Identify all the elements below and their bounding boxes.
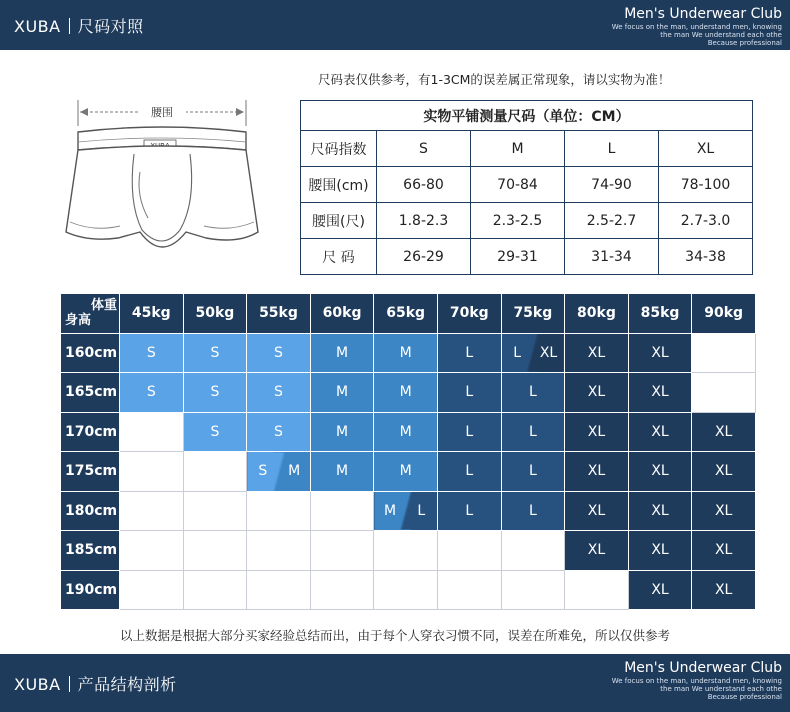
matrix-empty-cell [310,531,374,571]
matrix-size-cell: XL [565,491,629,531]
matrix-size-cell: XL [692,570,756,610]
matrix-empty-cell [120,491,184,531]
club-title: Men's Underwear Club [624,6,782,22]
matrix-row [61,531,756,571]
matrix-empty-cell [120,412,184,452]
matrix-row [61,570,756,610]
matrix-size-cell: XL [628,491,692,531]
matrix-size-cell: M [310,452,374,492]
size-table-header: XL [659,131,753,167]
matrix-size-cell: L [437,333,501,373]
matrix-split-cell [374,491,438,531]
size-table-cell: 74-90 [565,167,659,203]
size-label: M [383,502,397,519]
size-table-header-row [301,131,753,167]
matrix-size-cell: XL [628,452,692,492]
matrix-size-cell: S [183,333,247,373]
size-table-cell: 31-34 [565,239,659,275]
matrix-size-cell: XL [628,373,692,413]
matrix-size-cell: L [437,452,501,492]
matrix-split-cell [247,452,311,492]
matrix-size-cell: L [501,412,565,452]
size-table-cell: 腰围(cm) [301,167,377,203]
brand-name: XUBA [14,17,61,36]
size-table-cell: 尺 码 [301,239,377,275]
matrix-empty-cell [247,570,311,610]
weight-header: 50kg [183,294,247,334]
brand-title [14,14,144,37]
height-label: 170cm [61,412,120,452]
matrix-size-cell: M [374,373,438,413]
section-title: 尺码对照 [77,17,144,36]
matrix-size-cell: M [310,412,374,452]
matrix-size-cell: S [183,373,247,413]
footer-brand-name: XUBA [14,675,61,694]
matrix-empty-cell [374,570,438,610]
matrix-size-cell: M [374,412,438,452]
matrix-empty-cell [183,531,247,571]
size-label: L [417,502,426,519]
matrix-size-cell: S [247,373,311,413]
matrix-empty-cell [183,491,247,531]
footer-club-tagline-3: Because professional [707,693,782,701]
size-table-cell: 2.7-3.0 [659,203,753,239]
matrix-empty-cell [247,531,311,571]
matrix-size-cell: XL [628,412,692,452]
matrix-size-cell: L [437,373,501,413]
matrix-empty-cell [247,491,311,531]
size-table-caption: 实物平铺测量尺码（单位：CM） [301,101,753,131]
weight-header: 85kg [628,294,692,334]
matrix-corner [61,294,120,334]
matrix-size-cell: XL [565,531,629,571]
matrix-size-cell: L [501,373,565,413]
waist-label: 腰围 [151,106,173,119]
matrix-size-cell: L [501,491,565,531]
matrix-split-cell [501,333,565,373]
height-label: 180cm [61,491,120,531]
size-table-header: 尺码指数 [301,131,377,167]
height-label: 175cm [61,452,120,492]
matrix-size-cell: XL [692,412,756,452]
size-table-cell: 34-38 [659,239,753,275]
size-label: M [288,463,301,480]
matrix-empty-cell [120,570,184,610]
matrix-empty-cell [501,531,565,571]
matrix-empty-cell [183,570,247,610]
club-tagline-2: the man We understand each othe [660,31,782,39]
matrix-size-cell: M [310,333,374,373]
brand-separator [69,18,70,34]
matrix-empty-cell [565,570,629,610]
height-label: 185cm [61,531,120,571]
club-tagline-1: We focus on the man, understand men, knowing [611,23,782,31]
club-block [542,6,782,47]
height-weight-matrix [60,293,756,610]
height-label: 190cm [61,570,120,610]
weight-header: 90kg [692,294,756,334]
matrix-empty-cell [310,491,374,531]
matrix-size-cell: XL [628,333,692,373]
size-label: L [513,344,522,361]
matrix-empty-cell [120,531,184,571]
matrix-empty-cell [437,570,501,610]
size-table-row [301,167,753,203]
corner-height-label: 身高 [65,313,92,329]
footer-club-tagline-1: We focus on the man, understand men, knowing [611,677,782,685]
size-table-row [301,203,753,239]
matrix-empty-cell [374,531,438,571]
matrix-empty-cell [437,531,501,571]
footer-brand-title [14,672,177,695]
size-table-cell: 2.5-2.7 [565,203,659,239]
size-table-cell: 29-31 [471,239,565,275]
size-table-cell: 1.8-2.3 [377,203,471,239]
matrix-header-row [61,294,756,334]
weight-header: 75kg [501,294,565,334]
matrix-row [61,333,756,373]
disclaimer-bottom: 以上数据是根据大部分买家经验总结而出，由于每个人穿衣习惯不同，误差在所难免，所以仅供参考 [119,628,670,643]
matrix-size-cell: M [374,333,438,373]
matrix-size-cell: S [247,333,311,373]
matrix-size-cell: L [437,412,501,452]
footer-section-title: 产品结构剖析 [77,675,177,694]
size-table-cell: 78-100 [659,167,753,203]
size-table-header: S [377,131,471,167]
matrix-empty-cell [692,333,756,373]
matrix-size-cell: S [247,412,311,452]
top-banner [0,0,790,50]
footer-brand-separator [69,676,70,692]
club-tagline-3: Because professional [707,39,782,47]
matrix-size-cell: M [374,452,438,492]
matrix-size-cell: XL [692,531,756,571]
matrix-size-cell: S [183,412,247,452]
footer-club-block [542,660,782,701]
weight-header: 80kg [565,294,629,334]
size-label: S [258,463,268,480]
size-table-cell: 70-84 [471,167,565,203]
matrix-size-cell: M [310,373,374,413]
size-table-cell: 26-29 [377,239,471,275]
footer-club-tagline-2: the man We understand each othe [660,685,782,693]
weight-header: 55kg [247,294,311,334]
weight-header: 60kg [310,294,374,334]
weight-header: 45kg [120,294,184,334]
size-table-cell: 66-80 [377,167,471,203]
height-label: 160cm [61,333,120,373]
matrix-empty-cell [310,570,374,610]
matrix-size-cell: XL [565,412,629,452]
size-label: XL [539,344,558,361]
weight-header: 70kg [437,294,501,334]
underwear-illustration [58,92,288,272]
size-table-header: L [565,131,659,167]
matrix-empty-cell [183,452,247,492]
matrix-size-cell: XL [692,452,756,492]
matrix-row [61,373,756,413]
bottom-banner [0,654,790,712]
matrix-size-cell: S [120,333,184,373]
size-table-cell: 腰围(尺) [301,203,377,239]
size-table [300,100,753,275]
matrix-size-cell: L [501,452,565,492]
corner-weight-label: 体重 [91,298,118,314]
matrix-size-cell: XL [565,452,629,492]
height-label: 165cm [61,373,120,413]
matrix-empty-cell [120,452,184,492]
size-table-row [301,239,753,275]
weight-header: 65kg [374,294,438,334]
matrix-size-cell: S [120,373,184,413]
size-table-header: M [471,131,565,167]
matrix-size-cell: XL [628,531,692,571]
matrix-size-cell: XL [565,373,629,413]
size-table-cell: 2.3-2.5 [471,203,565,239]
matrix-row [61,412,756,452]
matrix-size-cell: XL [628,570,692,610]
matrix-empty-cell [501,570,565,610]
disclaimer-top: 尺码表仅供参考，有1-3CM的误差属正常现象，请以实物为准！ [318,72,671,87]
matrix-size-cell: XL [565,333,629,373]
matrix-size-cell: L [437,491,501,531]
matrix-row [61,452,756,492]
matrix-row [61,491,756,531]
footer-club-title: Men's Underwear Club [624,660,782,676]
matrix-empty-cell [692,373,756,413]
matrix-size-cell: XL [692,491,756,531]
